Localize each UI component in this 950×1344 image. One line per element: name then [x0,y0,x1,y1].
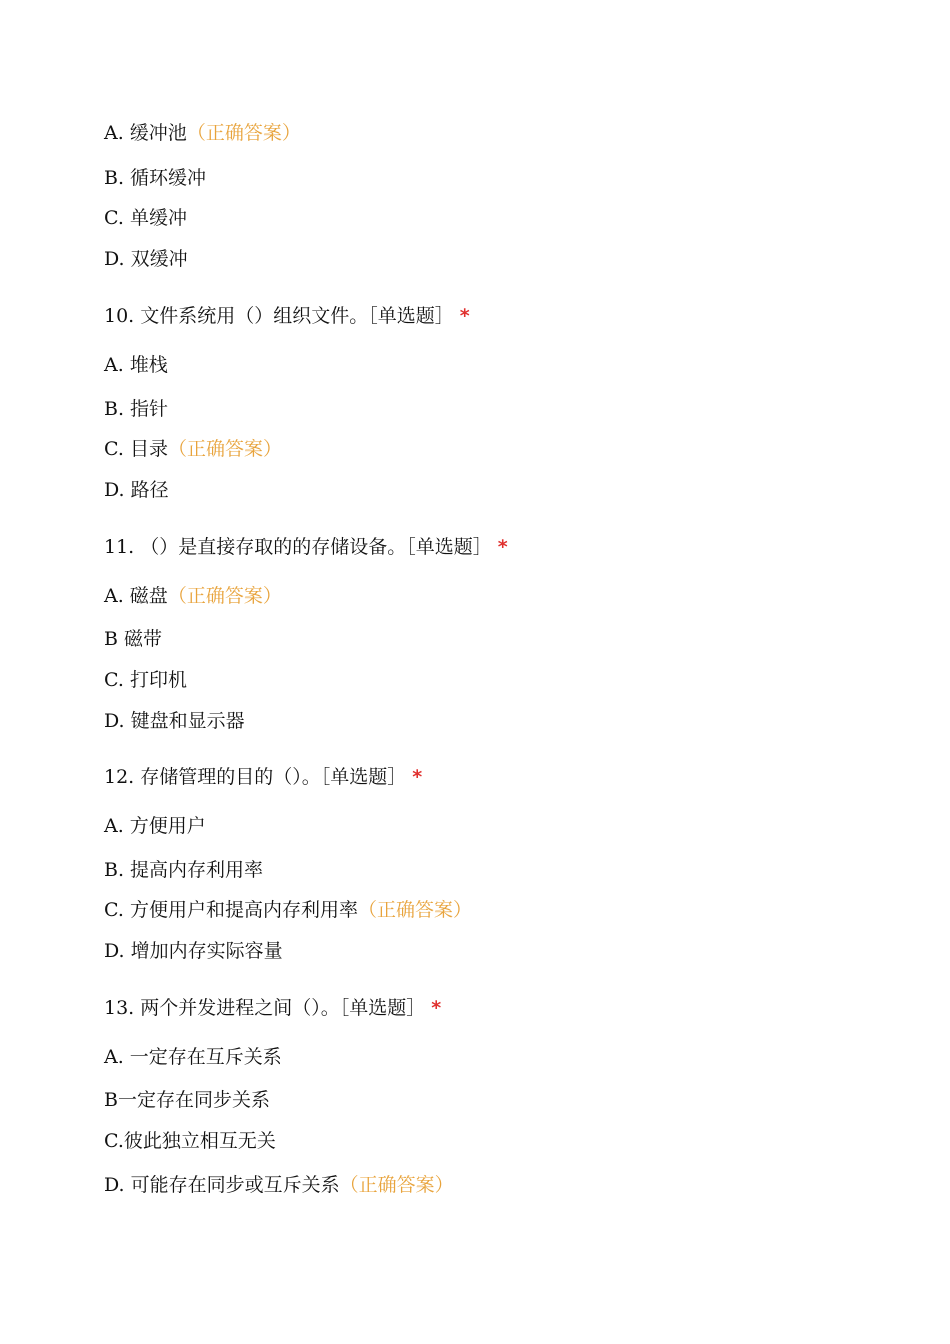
option-text: B 磁带 [104,628,163,650]
option-text: D. 可能存在同步或互斥关系 [104,1174,340,1196]
q10-option-d [104,478,169,502]
q12-option-d [104,939,283,963]
correct-answer-tag: （正确答案） [339,1174,454,1196]
question-text: 10. 文件系统用（）组织文件。［单选题］ [104,305,454,327]
q12-option-c [104,898,472,922]
question-text: 11. （）是直接存取的的存储设备。［单选题］ [104,536,492,558]
q13-option-d [104,1173,454,1197]
correct-answer-tag: （正确答案） [167,585,282,607]
option-text: A. 堆栈 [104,354,168,376]
option-text: D. 路径 [104,479,169,501]
correct-answer-tag: （正确答案） [167,438,282,460]
correct-answer-tag: （正确答案） [186,122,301,144]
q11-option-c [104,668,187,692]
option-text: C. 方便用户和提高内存利用率 [104,899,358,921]
option-text: B一定存在同步关系 [104,1089,270,1111]
q9-option-b [104,166,206,190]
q9-option-a [104,121,301,145]
option-text: C. 目录 [104,438,168,460]
q13-option-a [104,1045,282,1069]
option-text: D. 增加内存实际容量 [104,940,283,962]
q13-option-b [104,1088,270,1112]
option-text: A. 一定存在互斥关系 [104,1046,282,1068]
required-mark: * [412,766,423,788]
option-text: A. 缓冲池 [104,122,187,144]
option-text: B. 指针 [104,398,169,420]
required-mark: * [459,305,470,327]
q10-option-a [104,353,168,377]
q10-title [104,304,470,328]
q12-option-b [104,858,263,882]
q12-option-a [104,814,206,838]
option-text: A. 方便用户 [104,815,206,837]
option-text: B. 提高内存利用率 [104,859,264,881]
q11-option-d [104,709,245,733]
q11-title [104,535,508,559]
option-text: C.彼此独立相互无关 [104,1130,276,1152]
required-mark: * [497,536,508,558]
q13-option-c [104,1129,276,1153]
required-mark: * [431,997,442,1019]
q9-option-d [104,247,188,271]
option-text: C. 单缓冲 [104,207,187,229]
option-text: D. 双缓冲 [104,248,188,270]
option-text: C. 打印机 [104,669,187,691]
question-text: 12. 存储管理的目的（）。［单选题］ [104,766,407,788]
q10-option-b [104,397,168,421]
q9-option-c [104,206,187,230]
q13-title [104,996,441,1020]
q12-title [104,765,422,789]
option-text: B. 循环缓冲 [104,167,207,189]
q11-option-a [104,584,282,608]
q10-option-c [104,437,282,461]
q11-option-b [104,627,162,651]
option-text: D. 键盘和显示器 [104,710,245,732]
option-text: A. 磁盘 [104,585,168,607]
question-text: 13. 两个并发进程之间（）。［单选题］ [104,997,426,1019]
correct-answer-tag: （正确答案） [357,899,472,921]
